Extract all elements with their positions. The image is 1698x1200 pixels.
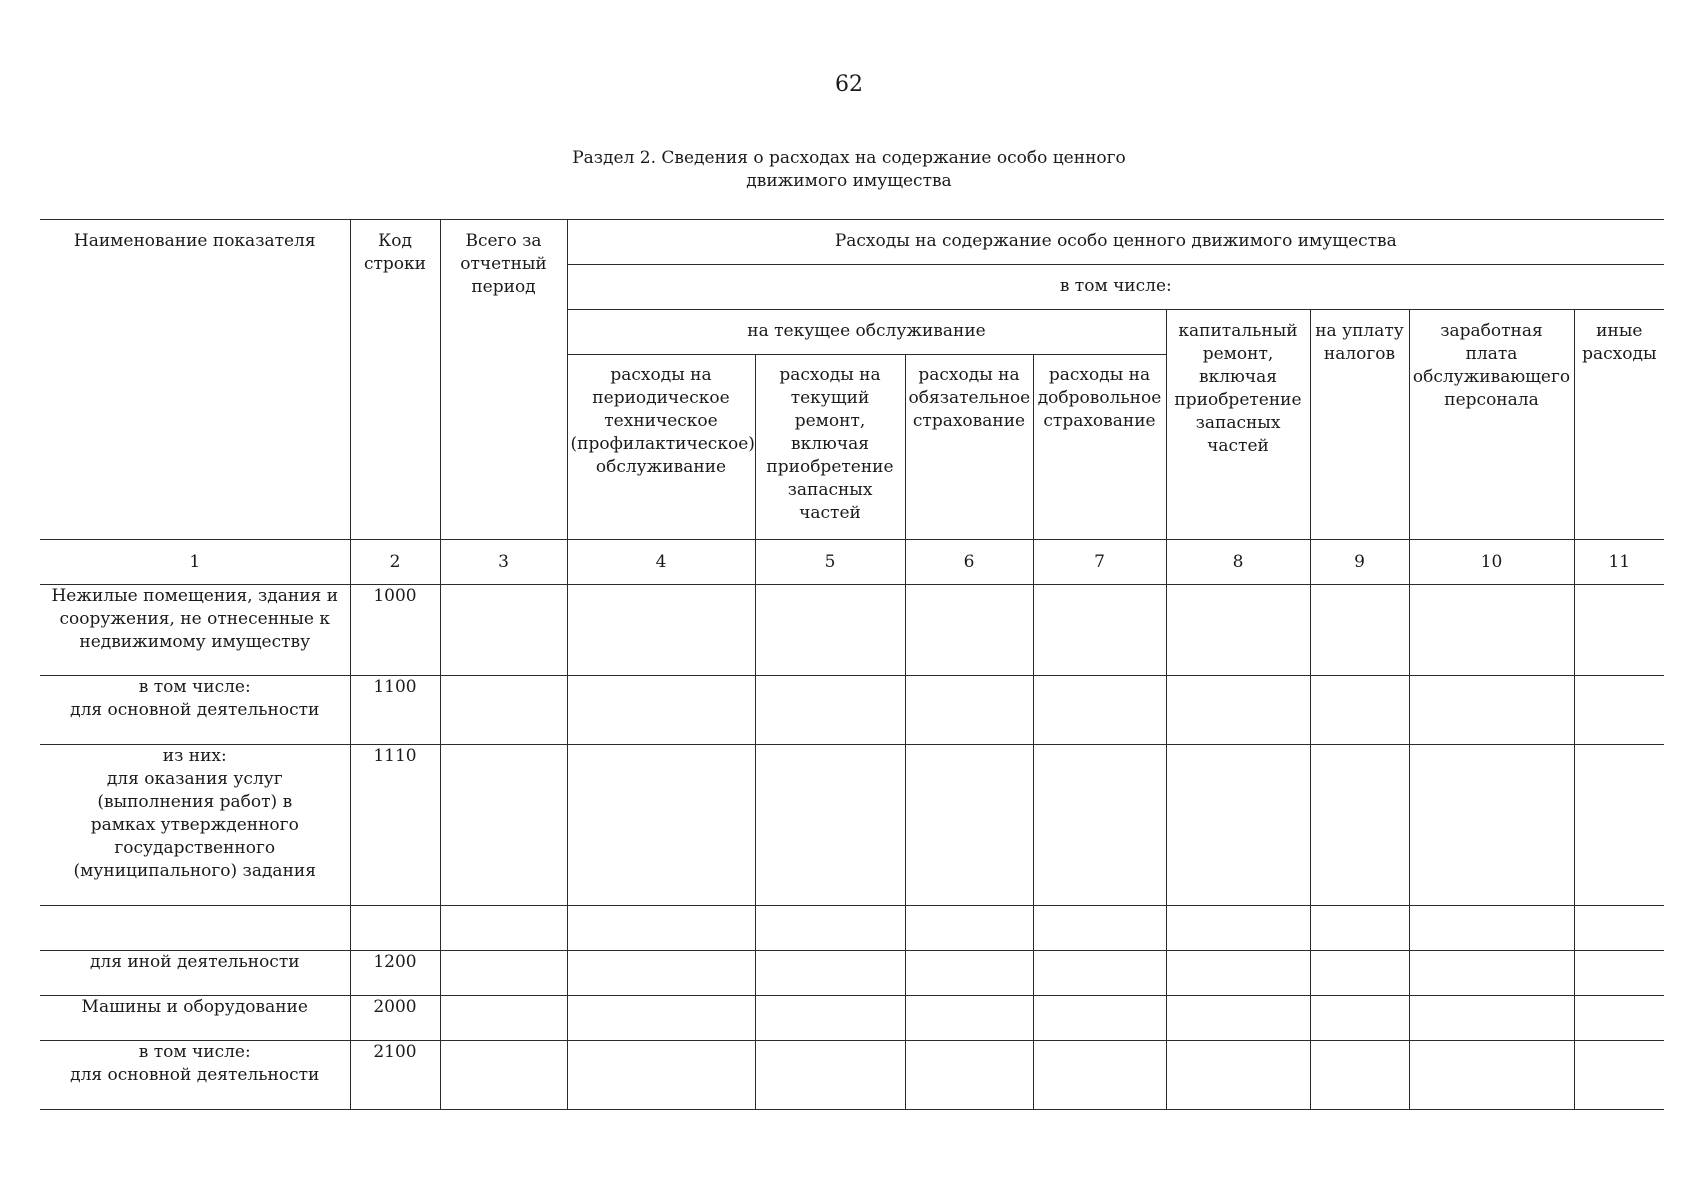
data-cell[interactable]: [905, 996, 1033, 1041]
row-label-line: (муниципального) задания: [73, 861, 316, 881]
data-cell[interactable]: [1166, 1041, 1310, 1110]
data-cell[interactable]: [905, 585, 1033, 676]
row-label: [40, 906, 350, 951]
data-cell[interactable]: [1033, 951, 1166, 996]
column-number: 2: [350, 540, 440, 585]
header-group-current: на текущее обслуживание: [567, 310, 1166, 355]
header-sub-line: обслуживание: [595, 457, 727, 477]
header-group-including: в том числе:: [567, 265, 1664, 310]
header-salary-line: персонала: [1444, 390, 1539, 410]
data-cell[interactable]: [567, 585, 755, 676]
header-sub-line: расходы на: [610, 365, 712, 385]
header-sub-line: расходы на: [918, 365, 1020, 385]
header-code: [350, 220, 440, 540]
header-total-line: Всего за: [465, 231, 542, 251]
header-sub-line: частей: [799, 503, 861, 523]
data-cell[interactable]: [1166, 996, 1310, 1041]
data-cell[interactable]: [1409, 996, 1574, 1041]
header-sub-line: техническое: [604, 411, 718, 431]
header-sub-line: страхование: [1043, 411, 1156, 431]
section-title-line-2: движимого имущества: [746, 171, 952, 191]
column-number: 11: [1574, 540, 1664, 585]
row-label-line: рамках утвержденного: [90, 815, 299, 835]
data-cell[interactable]: [1574, 585, 1664, 676]
row-label-line: Машины и оборудование: [81, 997, 308, 1017]
table-row: [40, 676, 1664, 745]
data-cell[interactable]: [1310, 996, 1409, 1041]
row-label: [40, 996, 350, 1041]
data-cell[interactable]: [1310, 745, 1409, 906]
data-cell[interactable]: [1033, 676, 1166, 745]
header-sub-line: приобретение: [766, 457, 894, 477]
row-label: [40, 676, 350, 745]
page-number: 62: [835, 72, 863, 97]
column-number: 8: [1166, 540, 1310, 585]
data-cell[interactable]: [440, 676, 567, 745]
data-cell[interactable]: [1409, 951, 1574, 996]
row-label-line: недвижимому имуществу: [79, 632, 311, 652]
data-cell[interactable]: [1409, 906, 1574, 951]
column-number: 4: [567, 540, 755, 585]
row-label: [40, 745, 350, 906]
header-taxes: [1310, 310, 1409, 540]
row-code: 2100: [350, 1041, 440, 1110]
data-cell[interactable]: [755, 906, 905, 951]
data-cell[interactable]: [755, 745, 905, 906]
row-code: 1000: [350, 585, 440, 676]
data-cell[interactable]: [1574, 1041, 1664, 1110]
header-capital: [1166, 310, 1310, 540]
header-sub-line: текущий: [790, 388, 870, 408]
header-code-line: Код: [378, 231, 412, 251]
header-sub-line: периодическое: [592, 388, 730, 408]
header-sub-repair: [755, 355, 905, 540]
data-cell[interactable]: [567, 676, 755, 745]
data-cell[interactable]: [1033, 1041, 1166, 1110]
data-cell[interactable]: [440, 906, 567, 951]
data-cell[interactable]: [567, 906, 755, 951]
column-number: 9: [1310, 540, 1409, 585]
header-salary-line: заработная плата: [1440, 321, 1543, 364]
header-sub-line: (профилактическое): [570, 434, 755, 454]
data-cell[interactable]: [1166, 585, 1310, 676]
data-cell[interactable]: [1166, 676, 1310, 745]
header-sub-mandatory: [905, 355, 1033, 540]
header-other: [1574, 310, 1664, 540]
data-cell[interactable]: [1574, 951, 1664, 996]
data-cell[interactable]: [755, 676, 905, 745]
data-cell[interactable]: [905, 906, 1033, 951]
header-capital-line: ремонт,: [1202, 344, 1274, 364]
table-row: [40, 996, 1664, 1041]
header-capital-line: запасных: [1195, 413, 1281, 433]
data-cell[interactable]: [905, 1041, 1033, 1110]
table-row: [40, 951, 1664, 996]
data-cell[interactable]: [905, 676, 1033, 745]
row-label: [40, 585, 350, 676]
header-code-line: строки: [364, 254, 426, 274]
column-number: 1: [40, 540, 350, 585]
data-cell[interactable]: [1409, 1041, 1574, 1110]
row-label-line: (выполнения работ) в: [97, 792, 293, 812]
table-row: [40, 585, 1664, 676]
header-capital-line: частей: [1207, 436, 1269, 456]
data-cell[interactable]: [567, 996, 755, 1041]
data-cell[interactable]: [755, 996, 905, 1041]
data-cell[interactable]: [1033, 585, 1166, 676]
data-cell[interactable]: [440, 951, 567, 996]
header-sub-line: расходы на: [779, 365, 881, 385]
data-cell[interactable]: [905, 745, 1033, 906]
data-cell[interactable]: [1574, 996, 1664, 1041]
data-cell[interactable]: [755, 1041, 905, 1110]
header-total-line: отчетный: [460, 254, 547, 274]
data-cell[interactable]: [1574, 676, 1664, 745]
row-label-line: Нежилые помещения, здания и: [51, 586, 339, 606]
column-number: 6: [905, 540, 1033, 585]
data-cell[interactable]: [1409, 585, 1574, 676]
section-title-line-1: Раздел 2. Сведения о расходах на содержание особо ценного: [572, 148, 1126, 168]
header-salary: [1409, 310, 1574, 540]
data-cell[interactable]: [1033, 996, 1166, 1041]
row-label-line: в том числе:: [138, 677, 251, 697]
header-total: [440, 220, 567, 540]
row-label: [40, 951, 350, 996]
data-cell[interactable]: [1310, 585, 1409, 676]
row-code: 1200: [350, 951, 440, 996]
data-cell[interactable]: [755, 951, 905, 996]
table-row: [40, 745, 1664, 906]
header-sub-periodic: [567, 355, 755, 540]
data-cell[interactable]: [905, 951, 1033, 996]
row-label: [40, 1041, 350, 1110]
header-total-line: период: [471, 277, 536, 297]
header-other-line: иные: [1596, 321, 1643, 341]
data-cell[interactable]: [1574, 745, 1664, 906]
data-cell[interactable]: [1409, 745, 1574, 906]
section-title: [0, 147, 1698, 193]
header-other-line: расходы: [1582, 344, 1657, 364]
data-cell[interactable]: [440, 1041, 567, 1110]
header-taxes-line: на уплату: [1315, 321, 1404, 341]
header-name: Наименование показателя: [40, 220, 350, 540]
header-sub-voluntary: [1033, 355, 1166, 540]
column-number: 3: [440, 540, 567, 585]
data-cell[interactable]: [440, 996, 567, 1041]
row-code: 1110: [350, 745, 440, 906]
table-row: [40, 1041, 1664, 1110]
data-cell[interactable]: [440, 585, 567, 676]
data-cell[interactable]: [567, 1041, 755, 1110]
data-cell[interactable]: [1574, 906, 1664, 951]
data-cell[interactable]: [1310, 906, 1409, 951]
table-row-empty: [40, 906, 1664, 951]
row-label-line: для основной деятельности: [70, 1065, 320, 1085]
row-label-line: из них:: [162, 746, 227, 766]
data-cell[interactable]: [1409, 676, 1574, 745]
column-number: 10: [1409, 540, 1574, 585]
data-cell[interactable]: [1166, 745, 1310, 906]
header-capital-line: капитальный: [1178, 321, 1298, 341]
row-label-line: сооружения, не отнесенные к: [59, 609, 330, 629]
row-label-line: в том числе:: [138, 1042, 251, 1062]
expenses-table: [40, 219, 1664, 1110]
data-cell[interactable]: [1310, 951, 1409, 996]
row-label-line: государственного: [114, 838, 276, 858]
row-label-line: для основной деятельности: [70, 700, 320, 720]
data-cell[interactable]: [1166, 906, 1310, 951]
header-capital-line: включая: [1199, 367, 1277, 387]
data-cell[interactable]: [1033, 906, 1166, 951]
row-label-line: для оказания услуг: [106, 769, 283, 789]
header-sub-line: расходы на: [1048, 365, 1151, 385]
row-code: 2000: [350, 996, 440, 1041]
header-sub-line: добровольное: [1037, 388, 1162, 408]
data-cell[interactable]: [567, 951, 755, 996]
data-cell[interactable]: [1033, 745, 1166, 906]
data-cell[interactable]: [1310, 1041, 1409, 1110]
column-number: 7: [1033, 540, 1166, 585]
header-sub-line: ремонт,: [794, 411, 866, 431]
data-cell[interactable]: [755, 585, 905, 676]
row-code: 1100: [350, 676, 440, 745]
header-taxes-line: налогов: [1323, 344, 1396, 364]
column-number: 5: [755, 540, 905, 585]
header-sub-line: обязательное: [908, 388, 1031, 408]
header-sub-line: включая: [791, 434, 869, 454]
row-label-line: для иной деятельности: [89, 952, 300, 972]
column-number-row: [40, 540, 1664, 585]
row-code: [350, 906, 440, 951]
header-salary-line: обслуживающего: [1412, 367, 1571, 387]
header-row-1: [40, 220, 1664, 265]
data-cell[interactable]: [1310, 676, 1409, 745]
data-cell[interactable]: [1166, 951, 1310, 996]
data-cell[interactable]: [440, 745, 567, 906]
data-cell[interactable]: [567, 745, 755, 906]
header-sub-line: страхование: [912, 411, 1026, 431]
header-group-main: Расходы на содержание особо ценного движимого имущества: [567, 220, 1664, 265]
header-capital-line: приобретение: [1174, 390, 1302, 410]
header-sub-line: запасных: [787, 480, 873, 500]
